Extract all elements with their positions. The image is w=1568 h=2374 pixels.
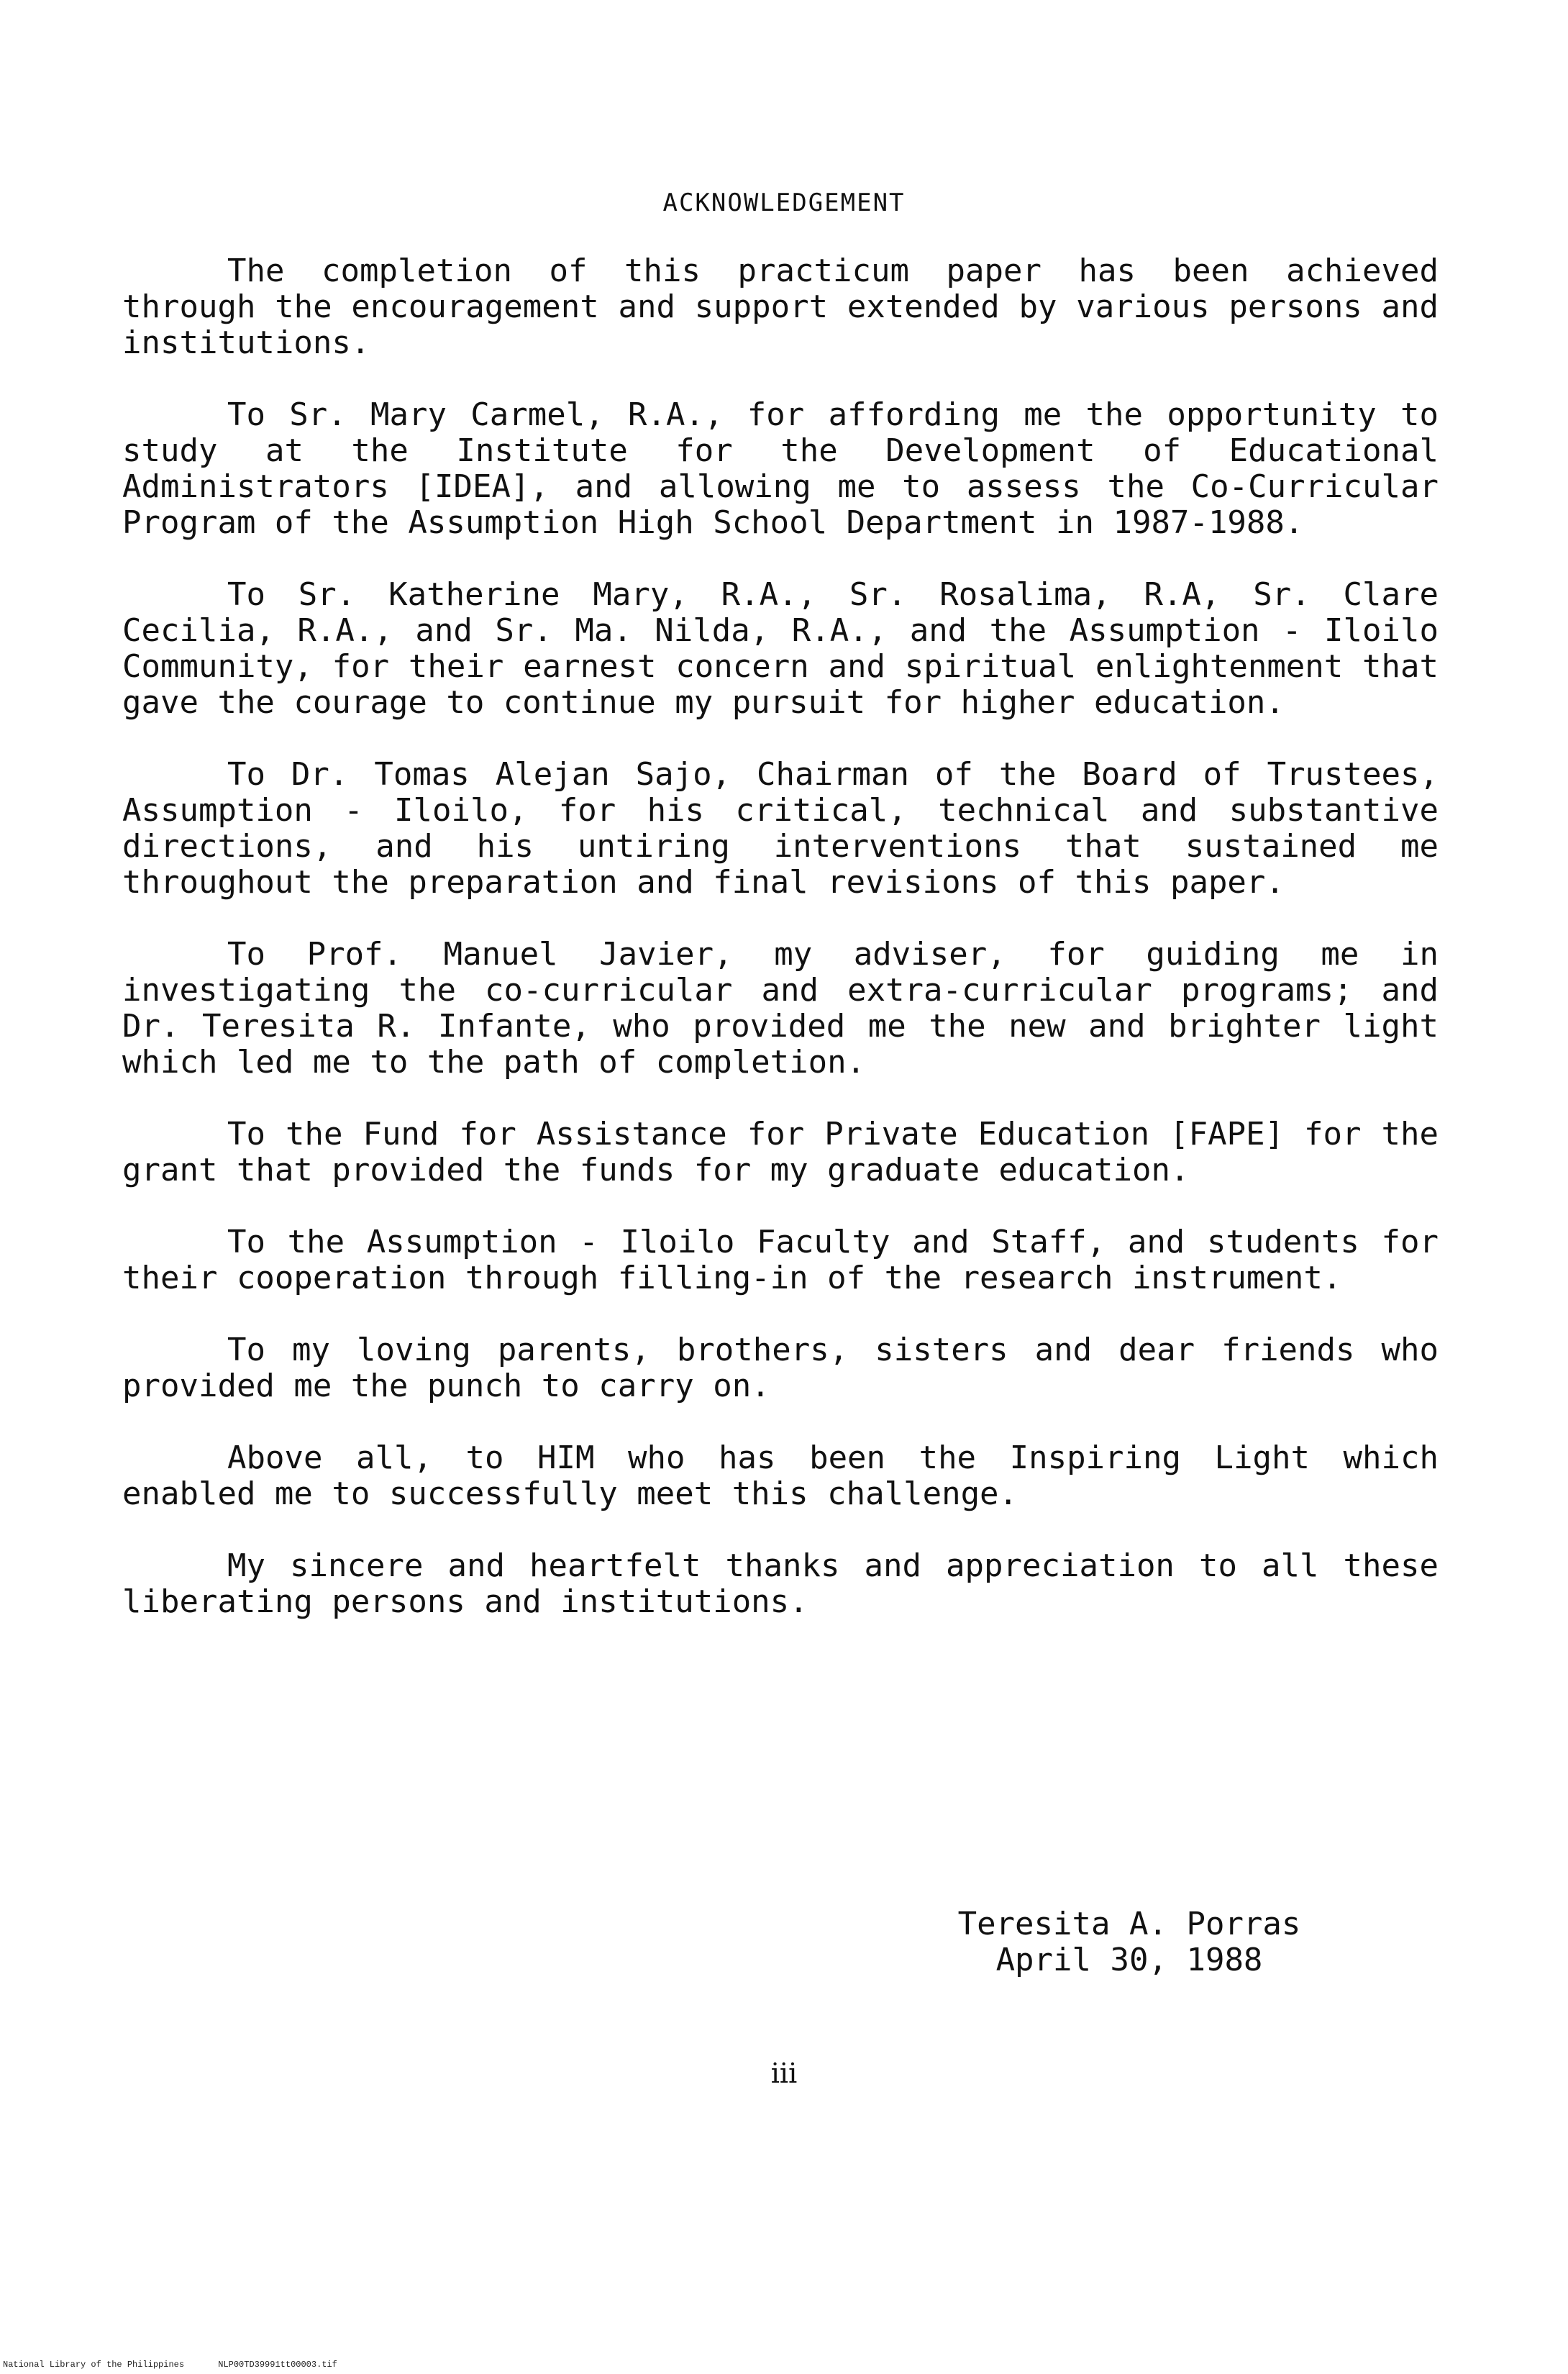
signature-block: [913, 1906, 1345, 1978]
paragraph-family: To my loving parents, brothers, sisters and dear friends who provided me the punch to carry on.: [122, 1332, 1439, 1404]
paragraph-dr-sajo: To Dr. Tomas Alejan Sajo, Chairman of the Board of Trustees, Assumption - Iloilo, for his critical, technical and substantive directions, and his untiring interventions that sustained me throughout the preparation and final revisions of this paper.: [122, 756, 1439, 901]
paragraph-sr-mary-carmel: To Sr. Mary Carmel, R.A., for affording me the opportunity to study at the Institute for the Development of Educational Administrators [IDEA], and allowing me to assess the Co-Curricular Program of the Assumption High School Department in 1987-1988.: [122, 396, 1439, 541]
acknowledgement-body: [122, 253, 1439, 1656]
paragraph-intro: The completion of this practicum paper has been achieved through the encouragement and support extended by various persons and institutions.: [122, 253, 1439, 361]
author-name: Teresita A. Porras: [957, 1906, 1301, 1942]
paragraph-prof-javier: To Prof. Manuel Javier, my adviser, for guiding me in investigating the co-curricular and extra-curricular programs; and Dr. Teresita R. Infante, who provided me the new and brighter light which led me to the path of completion.: [122, 936, 1439, 1081]
paragraph-assumption-community: To Sr. Katherine Mary, R.A., Sr. Rosalima, R.A, Sr. Clare Cecilia, R.A., and Sr. Ma. Nilda, R.A., and the Assumption - Iloilo Community, for their earnest concern and spiritual enlightenment that gave the courage to continue my pursuit for higher education.: [122, 576, 1439, 721]
signature-date: April 30, 1988: [995, 1942, 1263, 1978]
page-number: iii: [770, 2057, 798, 2089]
footer-library: National Library of the Philippines: [3, 2360, 185, 2370]
paragraph-fape: To the Fund for Assistance for Private Education [FAPE] for the grant that provided the funds for my graduate education.: [122, 1116, 1439, 1188]
paragraph-faculty-staff: To the Assumption - Iloilo Faculty and Staff, and students for their cooperation through filling-in of the research instrument.: [122, 1224, 1439, 1296]
paragraph-closing: My sincere and heartfelt thanks and appreciation to all these liberating persons and institutions.: [122, 1547, 1439, 1620]
scan-footer: [3, 2360, 366, 2370]
paragraph-him: Above all, to HIM who has been the Inspiring Light which enabled me to successfully meet this challenge.: [122, 1440, 1439, 1512]
page-title: ACKNOWLEDGEMENT: [662, 188, 906, 217]
footer-filename: NLP00TD39991tt00003.tif: [218, 2360, 337, 2370]
